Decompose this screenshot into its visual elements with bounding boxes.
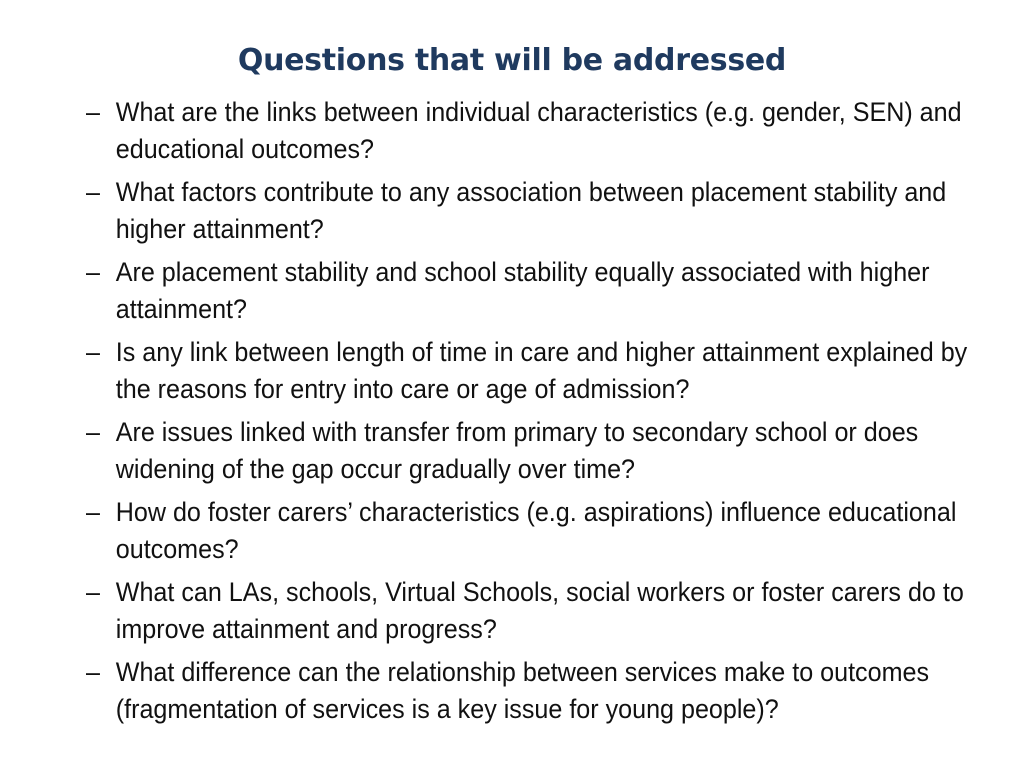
bullet-text: Are issues linked with transfer from primary to secondary school or does widening of the gap occur gradually over time? (115, 417, 919, 484)
bullet-dash: – (86, 577, 100, 607)
slide-title: Questions that will be addressed (237, 43, 787, 78)
bullet-text: What are the links between individual characteristics (e.g. gender, SEN) and educational outcomes? (115, 97, 962, 164)
bullet-dash: – (86, 497, 100, 527)
bullet-dash: – (86, 257, 100, 287)
bullet-item (86, 414, 971, 488)
bullet-item (86, 254, 971, 328)
bullet-item (86, 94, 971, 168)
bullet-item (86, 654, 971, 728)
bullet-item (86, 174, 971, 248)
bullet-dash: – (86, 417, 100, 447)
bullet-item (86, 574, 971, 648)
bullet-item (86, 334, 971, 408)
bullet-list (86, 94, 966, 734)
bullet-dash: – (86, 97, 100, 127)
bullet-text: How do foster carers’ characteristics (e.g. aspirations) influence educational outcomes? (115, 497, 957, 564)
bullet-text: What difference can the relationship between services make to outcomes (fragmentation of services is a key issue for young people)? (115, 657, 930, 724)
bullet-text: What can LAs, schools, Virtual Schools, social workers or foster carers do to improve attainment and progress? (115, 577, 964, 644)
bullet-dash: – (86, 657, 100, 687)
bullet-text: What factors contribute to any association between placement stability and higher attainment? (115, 177, 947, 244)
bullet-text: Are placement stability and school stability equally associated with higher attainment? (115, 257, 930, 324)
bullet-dash: – (86, 177, 100, 207)
bullet-dash: – (86, 337, 100, 367)
bullet-text: Is any link between length of time in care and higher attainment explained by the reasons for entry into care or age of admission? (115, 337, 968, 404)
bullet-item (86, 494, 971, 568)
